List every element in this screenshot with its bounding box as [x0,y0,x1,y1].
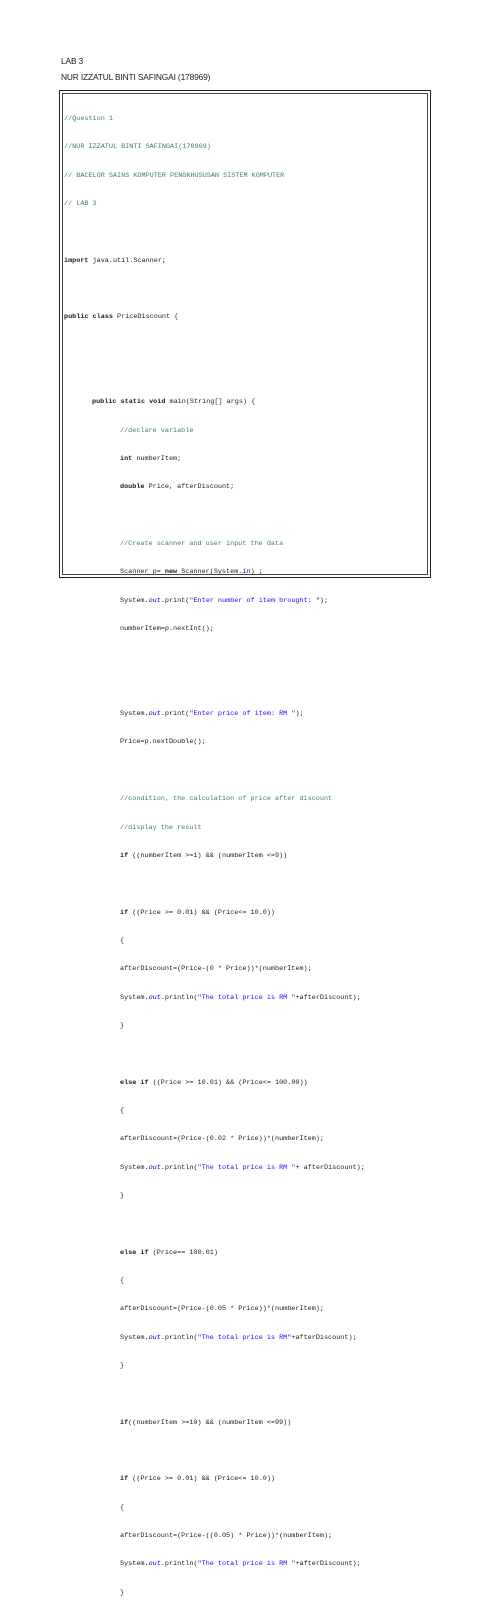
keyword: else if [120,1248,149,1257]
code-text: numberItem; [132,455,182,464]
code-text: ((Price >= 0.01) && (Price<= 10.0)) [128,908,276,917]
keyword: new [164,568,178,577]
code-comment: //Question 1 [64,114,113,123]
keyword: import [64,256,89,265]
code-text: ); [319,596,329,605]
code-text: afterDiscount=(Price-(0.05 * Price))*(numberItem); [120,1305,324,1314]
code-text: { [120,1277,125,1285]
code-line [64,1107,428,1116]
code-line [64,937,428,946]
code-text: .print( [160,710,190,719]
code-line [64,1589,428,1598]
code-text: main(String[] args) { [165,398,256,407]
static-field: out [148,1163,161,1172]
keyword: if [120,851,129,860]
code-text: System. [120,993,149,1002]
code-line [64,1504,428,1513]
code-comment: //declare variable [120,426,194,435]
code-line [64,994,428,1003]
code-line [64,200,428,209]
code-line [64,143,428,152]
code-text: Price=p.nextDouble(); [120,738,206,747]
code-text: ((Price >= 0.01) && (Price<= 10.0)) [128,1475,276,1484]
code-listing [64,96,428,1617]
code-line [64,427,428,436]
code-line [64,1305,428,1314]
code-line [64,625,428,634]
code-text: +afterDiscount); [295,1560,361,1569]
code-text: ((numberItem >=10) && (numberItem <=99)) [128,1418,292,1427]
static-field: out [148,710,161,719]
code-text: afterDiscount=(Price-(0.02 * Price))*(numberItem); [120,1135,324,1144]
code-text: System. [120,596,149,605]
code-line [64,824,428,833]
code-line [64,1277,428,1286]
code-text: { [120,1106,125,1115]
keyword: public static void [92,398,166,407]
code-text: (Price== 100.01) [148,1248,218,1257]
code-line [64,1164,428,1173]
code-line [64,1532,428,1541]
code-line [64,257,428,266]
string-literal: "The total price is RM " [197,1163,296,1172]
blank-line [64,1050,428,1059]
code-line [64,313,428,322]
code-line [64,1079,428,1088]
code-line [64,1249,428,1258]
code-text: java.util.Scanner; [88,256,166,265]
code-text: } [120,1191,125,1200]
static-field: out [148,596,161,605]
code-text: .println( [160,993,198,1002]
blank-line [64,1390,428,1399]
code-comment: // BACELOR SAINS KOMPUTER PENGKHUSUSAN SISTEM KOMPUTER [64,171,285,180]
code-line [64,483,428,492]
code-text: +afterDiscount); [291,1333,357,1342]
code-comment: // LAB 3 [64,199,97,208]
code-line [64,795,428,804]
string-literal: "The total price is RM" [197,1333,292,1342]
static-field: out [148,993,161,1002]
blank-line [64,682,428,691]
static-field: out [148,1333,161,1342]
code-line [64,597,428,606]
code-line [64,852,428,861]
code-line [64,398,428,407]
code-line [64,909,428,918]
code-text: numberItem=p.nextInt(); [120,625,214,634]
code-text: System. [120,1333,149,1342]
code-text: ) ; [250,568,263,577]
code-text: ((numberItem >=1) && (numberItem <=9)) [128,851,288,860]
code-line [64,1475,428,1484]
blank-line [64,512,428,521]
student-name: NUR IZZATUL BINTI SAFINGAI (178969) [61,72,211,82]
code-text: System. [120,1163,149,1172]
code-text: .println( [160,1333,198,1342]
code-line [64,540,428,549]
keyword: int [120,455,133,464]
code-text: ((Price >= 10.01) && (Price<= 100.00)) [148,1078,308,1087]
code-line [64,455,428,464]
keyword: else if [120,1078,149,1087]
code-text: System. [120,1560,149,1569]
code-line [64,738,428,747]
code-text: ); [295,710,304,719]
blank-line [64,1220,428,1229]
keyword: if [120,908,129,917]
code-comment: //Create scanner and user input the data [120,540,284,549]
code-line [64,965,428,974]
code-text: .println( [160,1560,198,1569]
blank-line [64,653,428,662]
code-text: + afterDiscount); [295,1163,365,1172]
string-literal: "The total price is RM " [197,993,296,1002]
code-text: Scanner p= [120,568,165,577]
code-line [64,568,428,577]
code-text: { [120,1503,125,1512]
string-literal: "Enter price of item: RM " [189,710,296,719]
blank-line [64,342,428,351]
code-text: Scanner(System. [177,568,243,577]
keyword: double [120,483,145,492]
keyword: if [120,1475,129,1484]
code-line [64,1334,428,1343]
code-text: } [120,1588,125,1597]
blank-line [64,370,428,379]
code-line [64,172,428,181]
blank-line [64,285,428,294]
string-literal: "Enter number of item brought: " [189,596,320,605]
blank-line [64,767,428,776]
blank-line [64,228,428,237]
code-listing-box [59,90,431,1597]
code-comment: //condition, the calculation of price after discount [120,795,333,804]
keyword: public class [64,313,113,322]
code-text: PriceDiscount { [112,313,179,322]
code-line [64,1192,428,1201]
string-literal: "The total price is RM " [197,1560,296,1569]
code-text: Price, afterDiscount; [144,483,235,492]
static-field: in [242,568,251,577]
code-comment: //display the result [120,823,202,832]
code-line [64,1135,428,1144]
code-line [64,1560,428,1569]
code-line [64,115,428,124]
code-text: System. [120,710,149,719]
code-comment: //NUR IZZATUL BINTI SAFINGAI(178969) [64,143,211,152]
code-text: .println( [160,1163,198,1172]
code-text: afterDiscount=(Price-(0 * Price))*(numberItem); [120,965,312,974]
keyword: if [120,1418,129,1427]
code-text: +afterDiscount); [295,993,361,1002]
code-text: .print( [160,596,190,605]
code-line [64,1362,428,1371]
code-text: } [120,1362,125,1371]
code-line [64,1022,428,1031]
code-line [64,1419,428,1428]
blank-line [64,1447,428,1456]
code-line [64,710,428,719]
code-text: } [120,1021,125,1030]
static-field: out [148,1560,161,1569]
code-text: afterDiscount=(Price-((0.05) * Price))*(numberItem); [120,1532,333,1541]
code-text: { [120,936,125,945]
lab-title: LAB 3 [61,56,84,66]
blank-line [64,880,428,889]
